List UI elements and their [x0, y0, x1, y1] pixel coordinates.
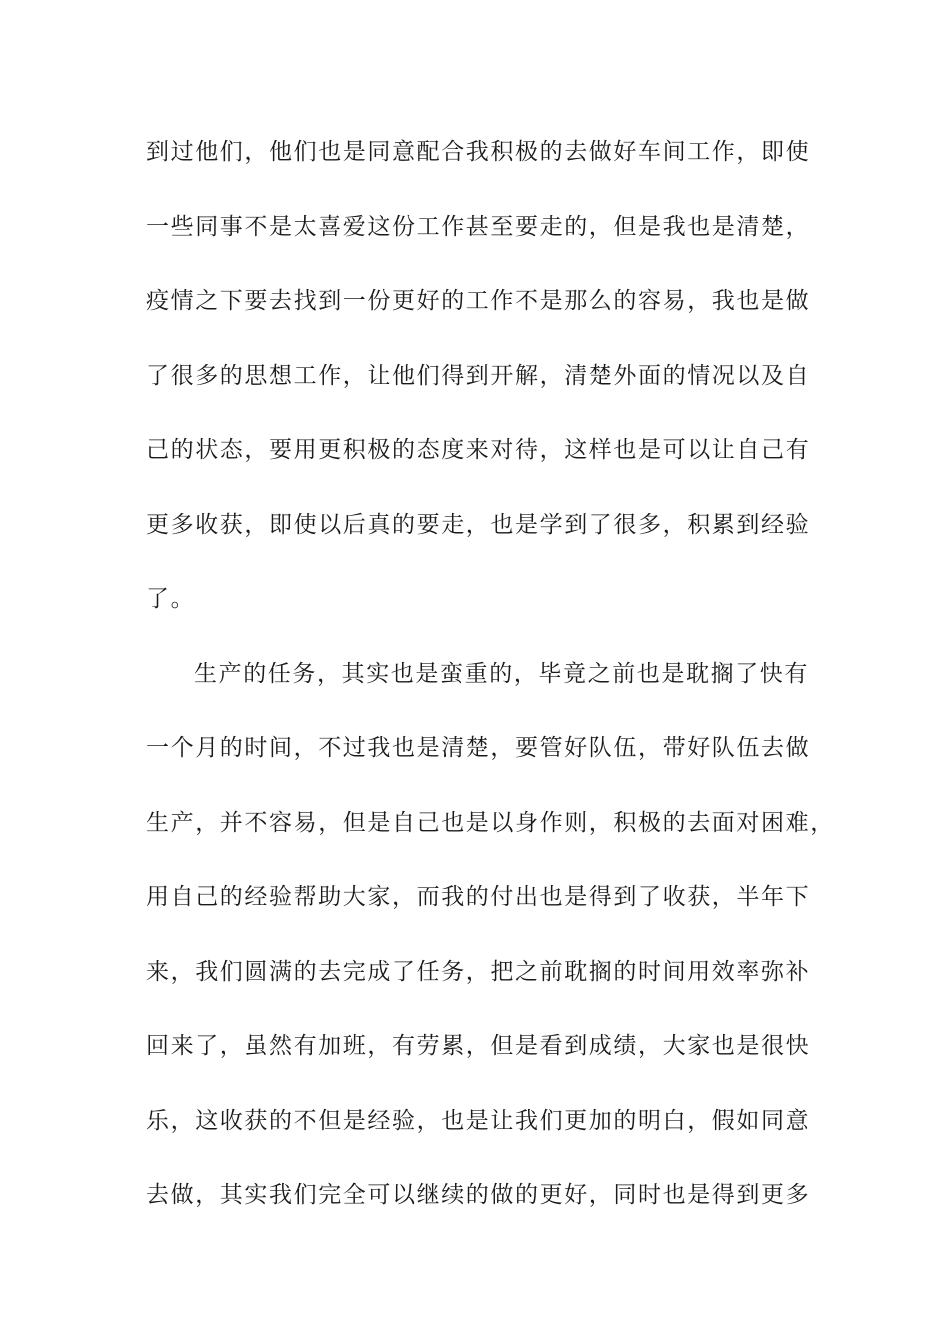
paragraph-1-line-5: 己的状态，要用更积极的态度来对待，这样也是可以让自己有 [146, 437, 811, 463]
paragraph-2-line-5: 来，我们圆满的去完成了任务，把之前耽搁的时间用效率弥补 [146, 959, 811, 985]
paragraph-2-line-8: 去做，其实我们完全可以继续的做的更好，同时也是得到更多 [146, 1182, 811, 1208]
paragraph-1-line-3: 疫情之下要去找到一份更好的工作不是那么的容易，我也是做 [146, 288, 811, 314]
paragraph-2-line-3: 生产，并不容易，但是自己也是以身作则，积极的去面对困难， [146, 810, 835, 836]
paragraph-2-line-2: 一个月的时间，不过我也是清楚，要管好队伍，带好队伍去做 [146, 735, 811, 761]
paragraph-1-line-2: 一些同事不是太喜爱这份工作甚至要走的，但是我也是清楚， [146, 214, 811, 240]
paragraph-1-line-6: 更多收获，即使以后真的要走，也是学到了很多，积累到经验 [146, 512, 811, 538]
paragraph-2-line-7: 乐，这收获的不但是经验，也是让我们更加的明白，假如同意 [146, 1108, 811, 1134]
paragraph-2-line-1: 生产的任务，其实也是蛮重的，毕竟之前也是耽搁了快有 [194, 661, 809, 687]
paragraph-1-line-7: 了。 [146, 586, 196, 612]
paragraph-1-line-4: 了很多的思想工作，让他们得到开解，清楚外面的情况以及自 [146, 363, 811, 389]
paragraph-2-line-6: 回来了，虽然有加班，有劳累，但是看到成绩，大家也是很快 [146, 1033, 811, 1059]
paragraph-2-line-4: 用自己的经验帮助大家，而我的付出也是得到了收获，半年下 [146, 884, 811, 910]
paragraph-1-line-1: 到过他们，他们也是同意配合我积极的去做好车间工作，即使 [146, 139, 811, 165]
